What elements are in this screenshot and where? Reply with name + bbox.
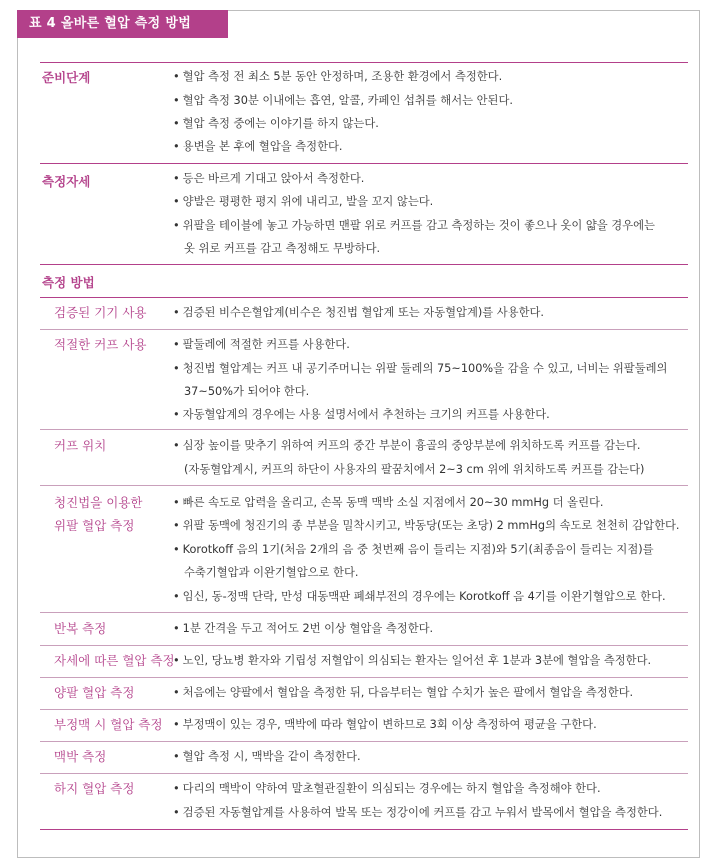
- row-divider: [40, 709, 688, 710]
- list-item: • 위팔 동맥에 청진기의 종 부분을 밀착시키고, 박동당(또는 초당) 2 mmHg의 속도로 천천히 감압한다.: [173, 519, 680, 532]
- list-item: • 혈압 측정 중에는 이야기를 하지 않는다.: [173, 117, 379, 130]
- list-item: • 노인, 당뇨병 환자와 기립성 저혈압이 의심되는 환자는 일어선 후 1분과 3분에 혈압을 측정한다.: [173, 654, 652, 667]
- list-item: • 혈압 측정 30분 이내에는 흡연, 알콜, 카페인 섭취를 해서는 안된다.: [173, 94, 513, 107]
- section-divider: [40, 829, 688, 830]
- row-label-both-arms: 양팔 혈압 측정: [54, 685, 135, 700]
- row-label-auscultation-1: 청진법을 이용한: [54, 495, 143, 510]
- section-label-prep: 준비단계: [42, 70, 91, 85]
- row-label-device: 검증된 기기 사용: [54, 305, 147, 320]
- row-label-arrhythmia: 부정맥 시 혈압 측정: [54, 717, 163, 732]
- row-divider: [40, 329, 688, 330]
- list-item: • 혈압 측정 전 최소 5분 동안 안정하며, 조용한 환경에서 측정한다.: [173, 70, 503, 83]
- list-item: • 양발은 평평한 평지 위에 내리고, 발을 꼬지 않는다.: [173, 195, 434, 208]
- section-label-posture: 측정자세: [42, 174, 91, 189]
- list-item: • 검증된 자동혈압계를 사용하여 발목 또는 정강이에 커프를 감고 누워서 발목에서 혈압을 측정한다.: [173, 806, 663, 819]
- list-item: • 위팔을 테이블에 놓고 가능하면 맨팔 위로 커프를 감고 측정하는 것이 좋으나 옷이 얇을 경우에는: [173, 219, 655, 232]
- row-divider: [40, 612, 688, 613]
- section-divider: [40, 62, 688, 63]
- section-divider: [40, 264, 688, 265]
- row-divider: [40, 677, 688, 678]
- list-item: • 청진법 혈압계는 커프 내 공기주머니는 위팔 둘레의 75~100%을 감을 수 있고, 너비는 위팔둘레의: [173, 362, 668, 375]
- list-item-continuation: (자동혈압계시, 커프의 하단이 사용자의 팔꿈치에서 2~3 cm 위에 위치하도록 커프를 감는다): [184, 463, 645, 476]
- row-label-cuff-position: 커프 위치: [54, 438, 107, 453]
- list-item: • 혈압 측정 시, 맥박을 같이 측정한다.: [173, 750, 361, 763]
- list-item: • 1분 간격을 두고 적어도 2번 이상 혈압을 측정한다.: [173, 622, 434, 635]
- row-divider: [40, 485, 688, 486]
- list-item: • 임신, 동-정맥 단락, 만성 대동맥판 폐쇄부전의 경우에는 Korotkoff 음 4기를 이완기혈압으로 한다.: [173, 590, 666, 603]
- row-label-by-posture: 자세에 따른 혈압 측정: [54, 653, 175, 668]
- row-divider: [40, 645, 688, 646]
- row-label-cuff: 적절한 커프 사용: [54, 337, 147, 352]
- list-item: • 심장 높이를 맞추기 위하여 커프의 중간 부분이 흉골의 중앙부분에 위치하도록 커프를 감는다.: [173, 439, 641, 452]
- row-divider: [40, 773, 688, 774]
- section-divider: [40, 297, 688, 298]
- row-label-auscultation-2: 위팔 혈압 측정: [54, 518, 135, 533]
- list-item: • 등은 바르게 기대고 앉아서 측정한다.: [173, 172, 365, 185]
- list-item-continuation: 수축기혈압과 이완기혈압으로 한다.: [184, 566, 359, 579]
- list-item: • 빠른 속도로 압력을 올리고, 손목 동맥 맥박 소실 지점에서 20~30 mmHg 더 올린다.: [173, 496, 604, 509]
- list-item: • 부정맥이 있는 경우, 맥박에 따라 혈압이 변하므로 3회 이상 측정하여 평균을 구한다.: [173, 718, 597, 731]
- list-item-continuation: 옷 위로 커프를 감고 측정해도 무방하다.: [184, 242, 381, 255]
- row-label-repeat: 반복 측정: [54, 621, 107, 636]
- list-item: • 자동혈압계의 경우에는 사용 설명서에서 추천하는 크기의 커프를 사용한다.: [173, 408, 550, 421]
- section-divider: [40, 163, 688, 164]
- row-divider: [40, 429, 688, 430]
- list-item: • Korotkoff 음의 1기(처음 2개의 음 중 첫번째 음이 들리는 지점)와 5기(최종음이 들리는 지점)를: [173, 543, 654, 556]
- row-label-leg: 하지 혈압 측정: [54, 781, 135, 796]
- list-item: • 검증된 비수은혈압계(비수은 청진법 혈압계 또는 자동혈압계)를 사용한다.: [173, 306, 545, 319]
- section-label-method: 측정 방법: [42, 275, 95, 290]
- list-item: • 팔둘레에 적절한 커프를 사용한다.: [173, 338, 350, 351]
- list-item: • 처음에는 양팔에서 혈압을 측정한 뒤, 다음부터는 혈압 수치가 높은 팔에서 혈압을 측정한다.: [173, 686, 634, 699]
- row-divider: [40, 741, 688, 742]
- list-item-continuation: 37~50%가 되어야 한다.: [184, 385, 310, 398]
- list-item: • 다리의 맥박이 약하여 말초혈관질환이 의심되는 경우에는 하지 혈압을 측정해야 한다.: [173, 782, 601, 795]
- list-item: • 용변을 본 후에 혈압을 측정한다.: [173, 140, 343, 153]
- table-title: 표 4 올바른 혈압 측정 방법: [17, 10, 228, 38]
- row-label-pulse: 맥박 측정: [54, 749, 107, 764]
